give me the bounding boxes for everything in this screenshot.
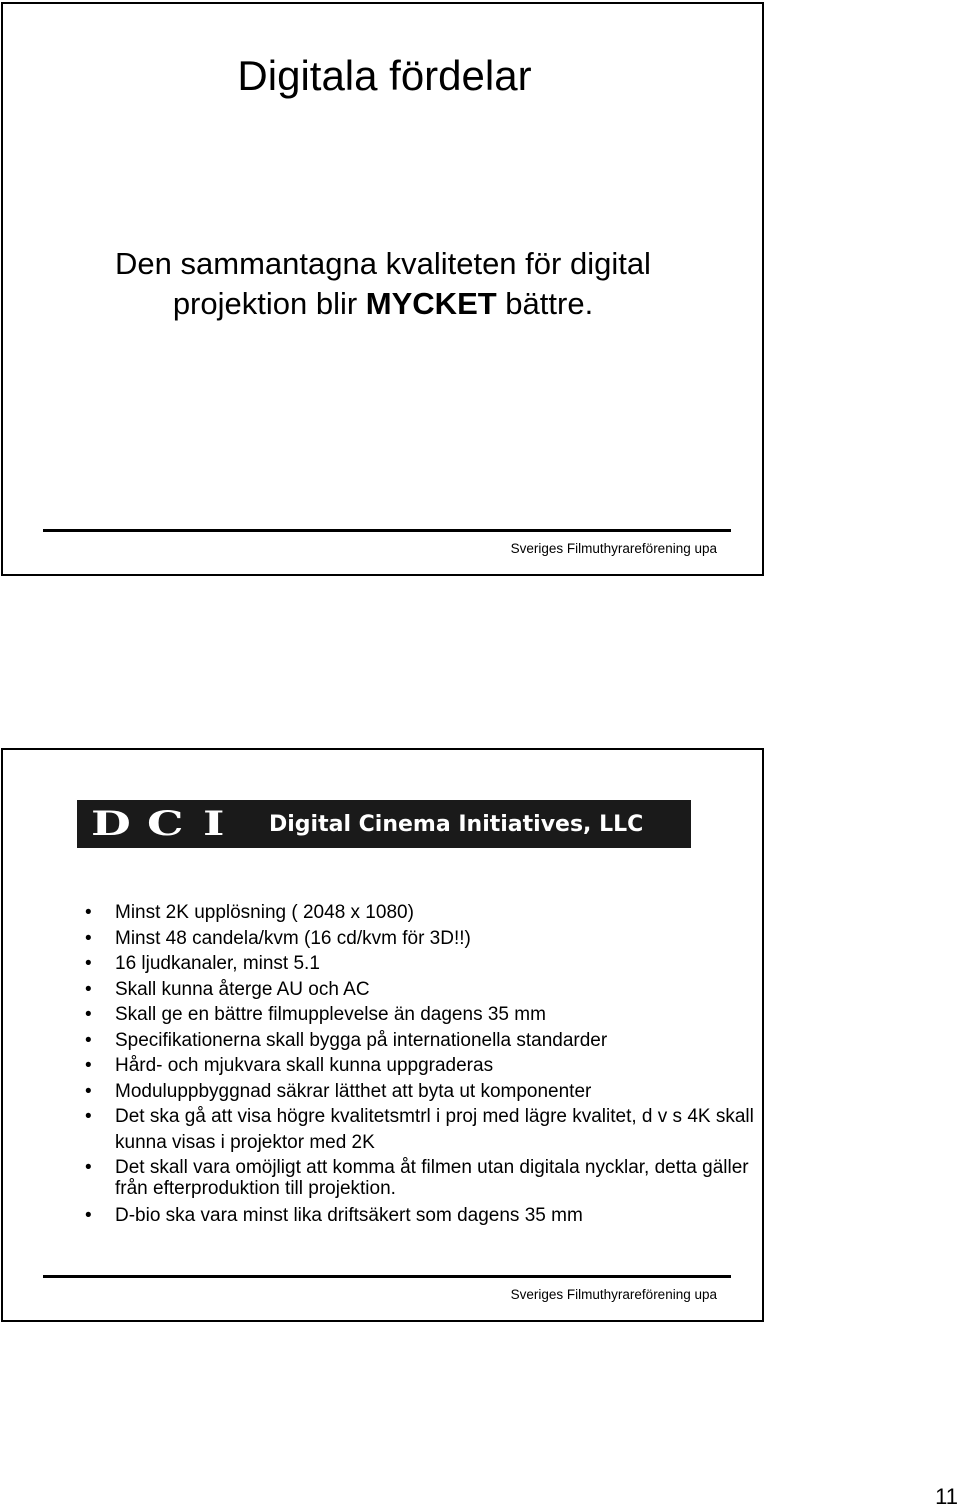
dci-letter-i: I: [203, 804, 225, 844]
requirements-list: [85, 900, 755, 1229]
slide-1: [1, 2, 764, 576]
body-line-1: Den sammantagna kvaliteten för digital: [115, 246, 651, 281]
dci-logo-letters: [91, 804, 245, 844]
list-item: • Skall ge en bättre filmupplevelse än dagens 35 mm: [85, 1002, 755, 1028]
footer-divider: [43, 1275, 731, 1278]
list-item: • D-bio ska vara minst lika driftsäkert som dagens 35 mm: [85, 1203, 755, 1229]
list-item: • Det skall vara omöjligt att komma åt filmen utan digitala nycklar, detta gäller från efterproduktion till projektion.: [85, 1157, 755, 1199]
slide-footer: Sveriges Filmuthyrareförening upa: [510, 1287, 717, 1302]
body-line-2-after: bättre.: [496, 286, 594, 321]
list-item: • Det ska gå att visa högre kvalitetsmtrl i proj med lägre kvalitet, d v s 4K skall kunna visas i projektor med 2K: [85, 1104, 755, 1155]
footer-divider: [43, 529, 731, 532]
list-item: • Skall kunna återge AU och AC: [85, 977, 755, 1003]
dci-letter-c: C: [147, 804, 184, 844]
page-number: 11: [935, 1484, 958, 1509]
list-item: • 16 ljudkanaler, minst 5.1: [85, 951, 755, 977]
dci-logo: [77, 800, 691, 848]
list-item: • Moduluppbyggnad säkrar lätthet att byta ut komponenter: [85, 1079, 755, 1105]
dci-logo-name: Digital Cinema Initiatives, LLC: [269, 811, 644, 837]
list-item: • Specifikationerna skall bygga på internationella standarder: [85, 1028, 755, 1054]
slide-body-text: [43, 244, 723, 324]
slide-2: [1, 748, 764, 1322]
list-item: • Minst 48 candela/kvm (16 cd/kvm för 3D!!): [85, 926, 755, 952]
body-emphasis: MYCKET: [365, 286, 497, 321]
list-item: • Minst 2K upplösning ( 2048 x 1080): [85, 900, 755, 926]
slide-footer: Sveriges Filmuthyrareförening upa: [510, 541, 717, 556]
list-item: • Hård- och mjukvara skall kunna uppgraderas: [85, 1053, 755, 1079]
slide-title: Digitala fördelar: [237, 52, 532, 99]
body-line-2-before: projektion blir: [172, 286, 366, 321]
dci-letter-d: D: [91, 804, 131, 844]
